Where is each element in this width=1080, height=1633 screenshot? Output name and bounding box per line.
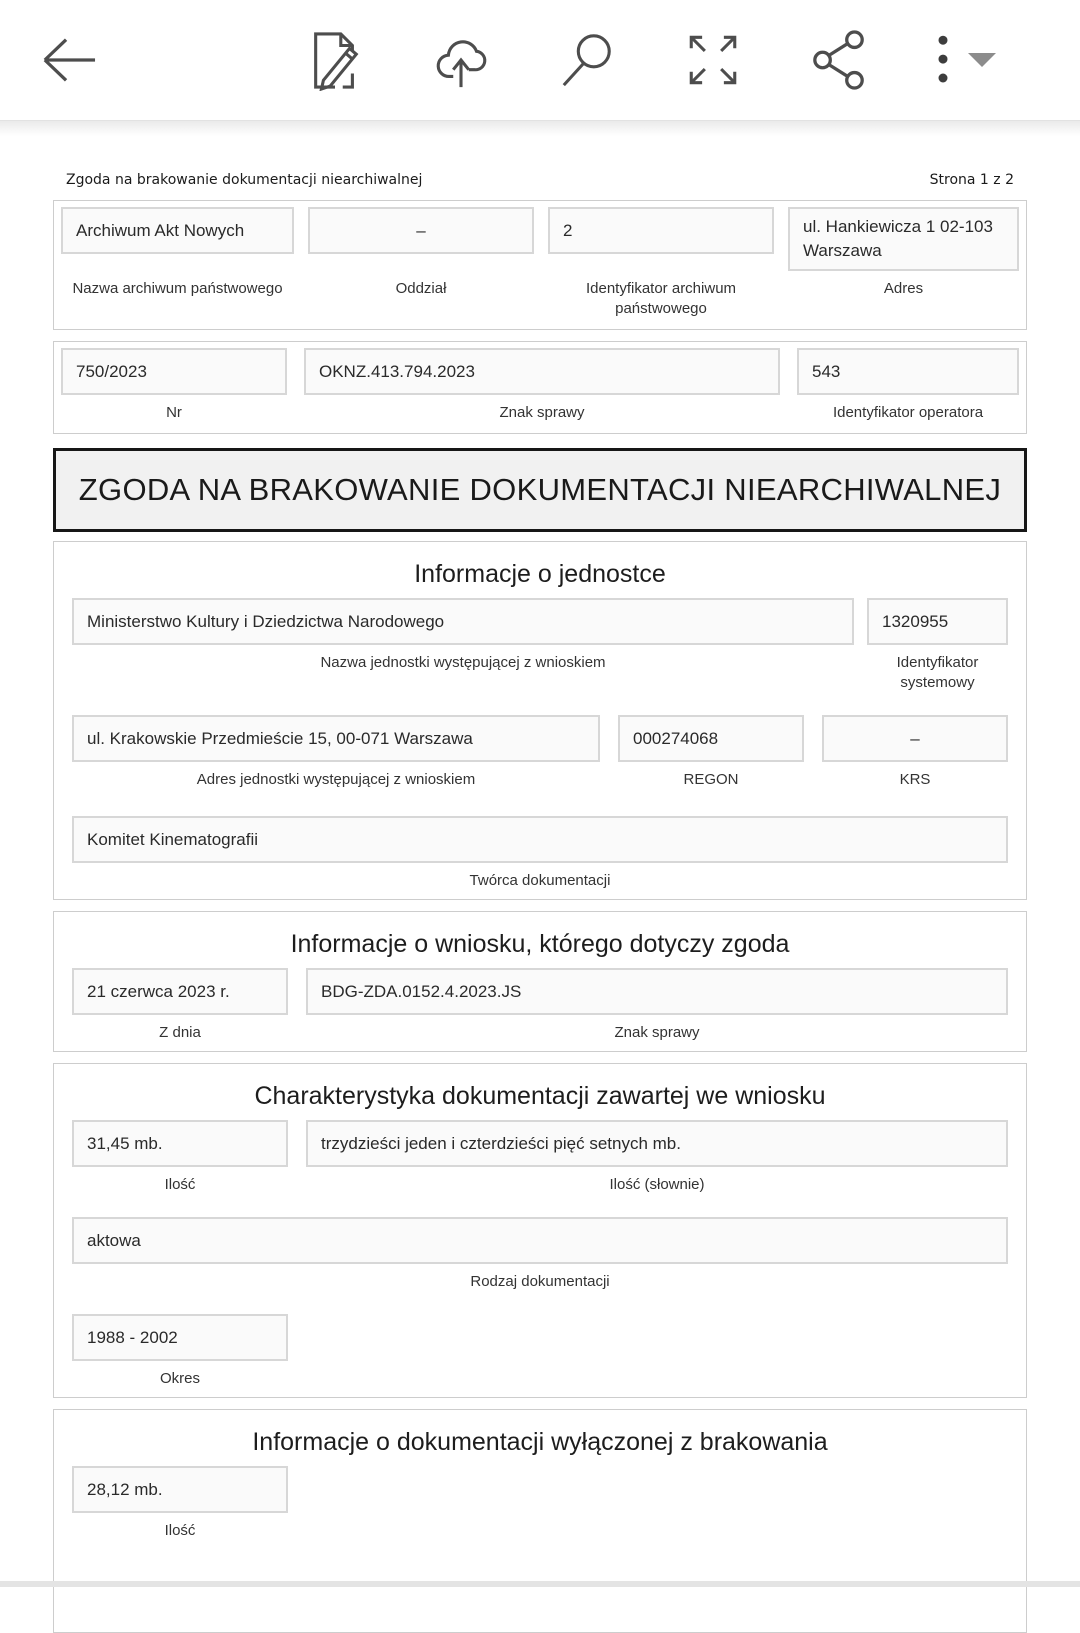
field-amount: 31,45 mb. xyxy=(72,1120,288,1167)
page-gap xyxy=(0,1581,1080,1587)
cloud-upload-icon xyxy=(430,29,492,91)
field-request-case-sign: BDG-ZDA.0152.4.2023.JS xyxy=(306,968,1008,1015)
section-request-title: Informacje o wniosku, którego dotyczy zgoda xyxy=(290,930,790,958)
section-request xyxy=(53,911,1027,1052)
edit-button[interactable] xyxy=(304,29,366,91)
chevron-down-icon xyxy=(966,48,998,72)
collapse-toolbar-button[interactable] xyxy=(966,29,998,91)
label-unit-krs: KRS xyxy=(899,771,931,788)
document-running-header xyxy=(66,172,1014,188)
section-characteristics-title: Charakterystyka dokumentacji zawartej we wniosku xyxy=(254,1082,826,1110)
label-archive-branch: Oddział xyxy=(395,280,447,297)
upload-button[interactable] xyxy=(430,29,492,91)
archive-panel xyxy=(53,200,1027,330)
fullscreen-icon xyxy=(684,31,742,89)
field-case-sign: OKNZ.413.794.2023 xyxy=(304,348,780,395)
label-request-case-sign: Znak sprawy xyxy=(614,1024,700,1041)
field-unit-name: Ministerstwo Kultury i Dziedzictwa Narodowego xyxy=(72,598,854,645)
field-request-date: 21 czerwca 2023 r. xyxy=(72,968,288,1015)
field-amount-words: trzydzieści jeden i czterdzieści pięć setnych mb. xyxy=(306,1120,1008,1167)
fullscreen-button[interactable] xyxy=(682,29,744,91)
label-doc-creator: Twórca dokumentacji xyxy=(469,872,611,889)
label-period: Okres xyxy=(159,1370,200,1387)
label-archive-identifier: Identyfikator archiwum państwowego xyxy=(585,280,737,317)
field-archive-address: ul. Hankiewicza 1 02-103 Warszawa xyxy=(788,207,1019,271)
case-panel xyxy=(53,341,1027,434)
field-archive-branch: – xyxy=(308,207,534,254)
label-case-sign: Znak sprawy xyxy=(499,404,585,421)
toolbar-actions xyxy=(304,29,998,91)
overflow-cluster xyxy=(934,29,998,91)
overflow-menu-button[interactable] xyxy=(934,29,952,91)
label-operator-id: Identyfikator operatora xyxy=(832,404,984,421)
label-amount: Ilość xyxy=(164,1176,196,1193)
label-archive-name: Nazwa archiwum państwowego xyxy=(72,280,283,297)
label-request-date: Z dnia xyxy=(159,1024,201,1041)
field-archive-name: Archiwum Akt Nowych xyxy=(61,207,294,254)
field-unit-address: ul. Krakowskie Przedmieście 15, 00-071 Warszawa xyxy=(72,715,600,762)
field-operator-id: 543 xyxy=(797,348,1019,395)
field-unit-krs: – xyxy=(822,715,1008,762)
back-button[interactable] xyxy=(34,29,102,91)
page-indicator: Strona 1 z 2 xyxy=(929,172,1014,188)
label-excluded-amount: Ilość xyxy=(164,1522,196,1539)
label-case-nr: Nr xyxy=(166,404,182,421)
field-unit-regon: 000274068 xyxy=(618,715,804,762)
section-characteristics xyxy=(53,1063,1027,1398)
toolbar-shadow xyxy=(0,120,1080,136)
label-archive-address: Adres xyxy=(883,280,924,297)
field-doc-type: aktowa xyxy=(72,1217,1008,1264)
document-page xyxy=(0,172,1080,1633)
doc-header-title: Zgoda na brakowanie dokumentacji niearchiwalnej xyxy=(66,172,423,188)
kebab-menu-icon xyxy=(934,31,952,89)
field-period: 1988 - 2002 xyxy=(72,1314,288,1361)
field-unit-system-id: 1320955 xyxy=(867,598,1008,645)
search-button[interactable] xyxy=(556,29,618,91)
label-amount-words: Ilość (słownie) xyxy=(609,1176,705,1193)
label-doc-type: Rodzaj dokumentacji xyxy=(470,1273,610,1290)
field-doc-creator: Komitet Kinematografii xyxy=(72,816,1008,863)
label-unit-regon: REGON xyxy=(683,771,739,788)
section-unit xyxy=(53,541,1027,900)
label-unit-system-id: Identyfikator systemowy xyxy=(896,654,979,691)
field-excluded-amount: 28,12 mb. xyxy=(72,1466,288,1513)
label-unit-name: Nazwa jednostki występującej z wnioskiem xyxy=(320,654,606,671)
share-button[interactable] xyxy=(808,29,870,91)
label-unit-address: Adres jednostki występującej z wnioskiem xyxy=(196,771,476,788)
share-icon xyxy=(810,29,868,91)
field-case-nr: 750/2023 xyxy=(61,348,287,395)
section-excluded-title: Informacje o dokumentacji wyłączonej z brakowania xyxy=(252,1428,828,1456)
field-archive-identifier: 2 xyxy=(548,207,774,254)
toolbar xyxy=(0,0,1080,120)
document-title: ZGODA NA BRAKOWANIE DOKUMENTACJI NIEARCHIWALNEJ xyxy=(53,448,1027,532)
section-unit-title: Informacje o jednostce xyxy=(414,560,666,588)
search-icon xyxy=(558,29,616,91)
section-excluded xyxy=(53,1409,1027,1633)
edit-document-icon xyxy=(306,29,364,91)
back-arrow-icon xyxy=(37,32,99,88)
